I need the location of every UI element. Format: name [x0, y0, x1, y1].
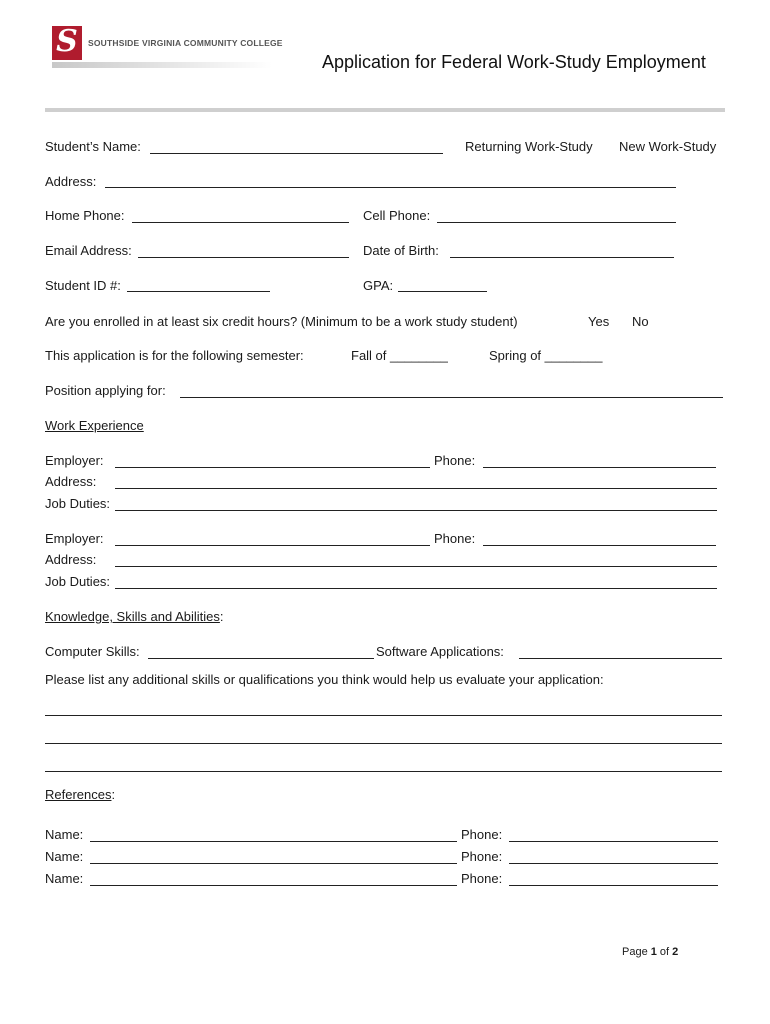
college-name: SOUTHSIDE VIRGINIA COMMUNITY COLLEGE	[88, 38, 283, 48]
page-total: 2	[672, 946, 679, 958]
returning-work-study-option[interactable]: Returning Work-Study	[465, 139, 593, 154]
page-prefix: Page	[622, 946, 651, 958]
software-applications-label: Software Applications:	[376, 644, 504, 659]
reference-phone-field[interactable]	[509, 885, 718, 886]
skills-heading-text: Knowledge, Skills and Abilities	[45, 609, 220, 624]
job-duties-label: Job Duties:	[45, 574, 111, 589]
computer-skills-field[interactable]	[148, 658, 374, 659]
employer-address-field[interactable]	[115, 566, 717, 567]
work-experience-heading: Work Experience	[45, 418, 144, 433]
employer-phone-label: Phone:	[434, 531, 476, 546]
software-applications-field[interactable]	[519, 658, 722, 659]
references-heading-colon: :	[111, 787, 116, 802]
additional-skills-prompt: Please list any additional skills or qualifications you think would help us evaluate your application:	[45, 672, 604, 687]
employer-address-label: Address:	[45, 552, 97, 567]
reference-phone-field[interactable]	[509, 863, 718, 864]
cell-phone-label: Cell Phone:	[363, 208, 431, 223]
new-work-study-option[interactable]: New Work-Study	[619, 139, 717, 154]
student-id-label: Student ID #:	[45, 278, 121, 293]
additional-skills-line-2[interactable]	[45, 743, 722, 744]
student-name-field[interactable]	[150, 153, 443, 154]
reference-name-label: Name:	[45, 827, 84, 842]
skills-heading-colon: :	[219, 609, 224, 624]
spring-semester-field[interactable]: Spring of ________	[489, 348, 603, 363]
employer-field[interactable]	[115, 545, 430, 546]
student-id-field[interactable]	[127, 291, 270, 292]
page-number	[622, 946, 678, 958]
home-phone-field[interactable]	[132, 222, 349, 223]
address-label: Address:	[45, 174, 97, 189]
logo-letter: S	[56, 24, 78, 59]
employer-address-label: Address:	[45, 474, 97, 489]
reference-name-field[interactable]	[90, 863, 457, 864]
additional-skills-line-3[interactable]	[45, 771, 722, 772]
fall-semester-field[interactable]: Fall of ________	[351, 348, 448, 363]
cell-phone-field[interactable]	[437, 222, 676, 223]
reference-name-label: Name:	[45, 871, 84, 886]
address-field[interactable]	[105, 187, 676, 188]
reference-name-field[interactable]	[90, 885, 457, 886]
reference-name-label: Name:	[45, 849, 84, 864]
page-current: 1	[650, 946, 657, 958]
additional-skills-line-1[interactable]	[45, 715, 722, 716]
dob-field[interactable]	[450, 257, 674, 258]
gpa-label: GPA:	[363, 278, 394, 293]
references-heading-text: References	[45, 787, 112, 802]
reference-phone-label: Phone:	[461, 849, 503, 864]
page-title: Application for Federal Work-Study Employment	[322, 52, 706, 72]
semester-question: This application is for the following semester:	[45, 348, 304, 363]
employer-phone-label: Phone:	[434, 453, 476, 468]
enrolled-no-option[interactable]: No	[632, 314, 649, 329]
enrolled-yes-option[interactable]: Yes	[588, 314, 610, 329]
dob-label: Date of Birth:	[363, 243, 439, 258]
reference-phone-label: Phone:	[461, 871, 503, 886]
reference-phone-field[interactable]	[509, 841, 718, 842]
skills-heading	[45, 609, 224, 625]
employer-address-field[interactable]	[115, 488, 717, 489]
logo-underbar	[52, 62, 272, 68]
employer-label: Employer:	[45, 531, 104, 546]
home-phone-label: Home Phone:	[45, 208, 125, 223]
employer-phone-field[interactable]	[483, 545, 716, 546]
gpa-field[interactable]	[398, 291, 487, 292]
reference-name-field[interactable]	[90, 841, 457, 842]
header-divider	[45, 108, 725, 112]
job-duties-label: Job Duties:	[45, 496, 111, 511]
employer-field[interactable]	[115, 467, 430, 468]
job-duties-field[interactable]	[115, 510, 717, 511]
references-heading	[45, 787, 115, 803]
email-label: Email Address:	[45, 243, 132, 258]
student-name-label: Student’s Name:	[45, 139, 141, 154]
employer-label: Employer:	[45, 453, 104, 468]
computer-skills-label: Computer Skills:	[45, 644, 140, 659]
position-label: Position applying for:	[45, 383, 166, 398]
enrolled-question: Are you enrolled in at least six credit hours? (Minimum to be a work study student)	[45, 314, 518, 329]
employer-phone-field[interactable]	[483, 467, 716, 468]
job-duties-field[interactable]	[115, 588, 717, 589]
page-of: of	[656, 946, 673, 958]
position-field[interactable]	[180, 397, 723, 398]
reference-phone-label: Phone:	[461, 827, 503, 842]
email-field[interactable]	[138, 257, 349, 258]
